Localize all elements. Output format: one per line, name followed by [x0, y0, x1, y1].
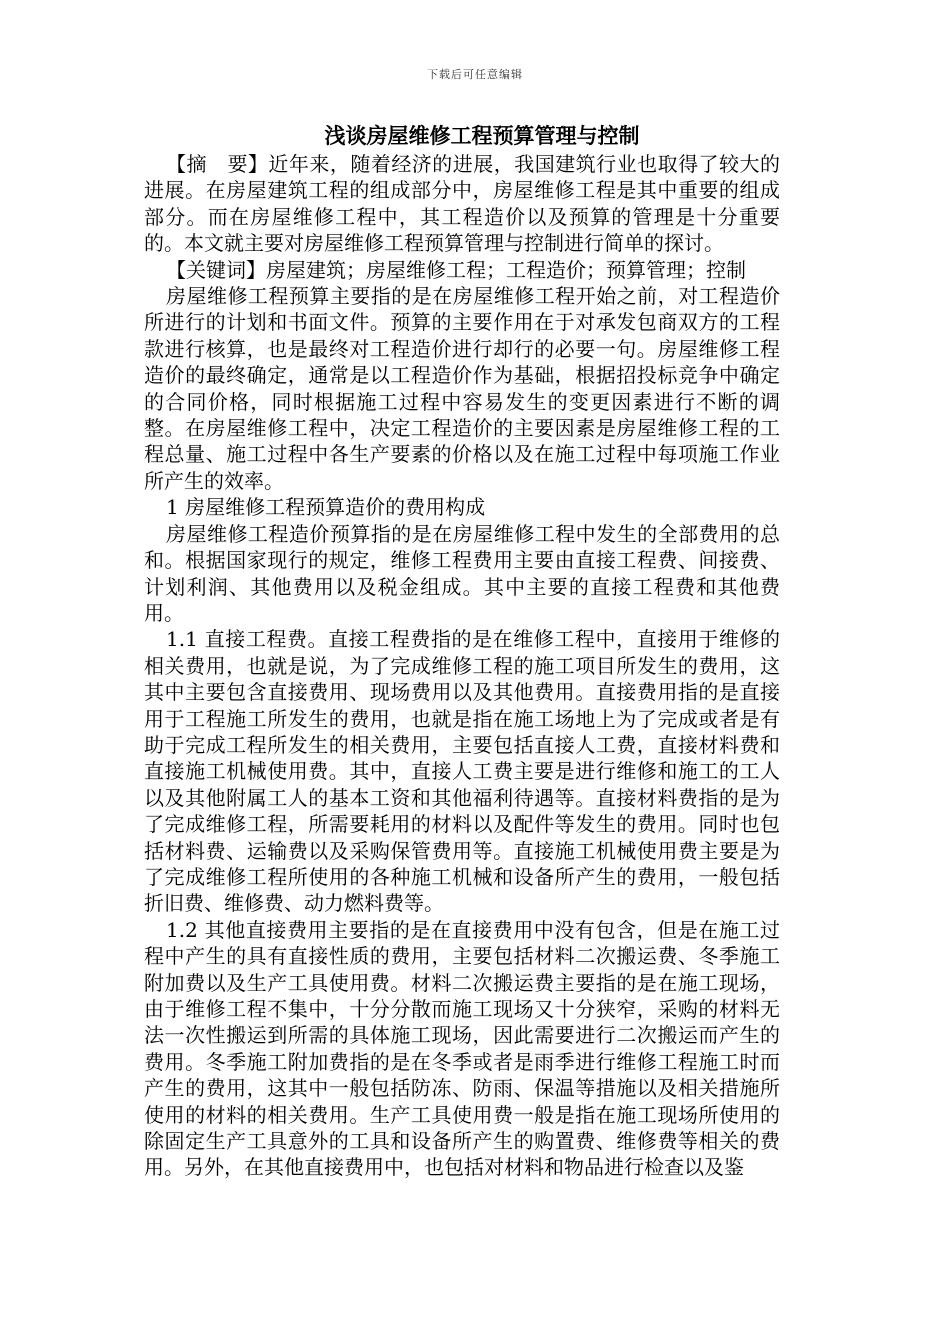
body-paragraph: 房屋维修工程预算主要指的是在房屋维修工程开始之前，对工程造价所进行的计划和书面文件。预算的主要作用在于对承发包商双方的工程款进行核算，也是最终对工程造价进行却行的必要一句。房屋维修工程造价的最终确定，通常是以工程造价作为基础，根据招投标竞争中确定的合同价格，同时根据施工过程中容易发生的变更因素进行不断的调整。在房屋维修工程中，决定工程造价的主要因素是房屋维修工程的工程总量、施工过程中各生产要素的价格以及在施工过程中每项施工作业所产生的效率。 — [144, 284, 780, 493]
abstract-text: 近年来，随着经济的进展，我国建筑行业也取得了较大的进展。在房屋建筑工程的组成部分中，房屋维修工程是其中重要的组成部分。而在房屋维修工程中，其工程造价以及预算的管理是十分重要的。本文就主要对房屋维修工程预算管理与控制进行简单的探讨。 — [144, 152, 781, 256]
body-paragraph: 1.1 直接工程费。直接工程费指的是在维修工程中，直接用于维修的相关费用，也就是说，为了完成维修工程的施工项目所发生的费用，这其中主要包含直接费用、现场费用以及其他费用。直接费用指的是直接用于工程施工所发生的费用，也就是指在施工场地上为了完成或者是有助于完成工程所发生的相关费用，主要包括直接人工费，直接材料费和直接施工机械使用费。其中，直接人工费主要是进行维修和施工的工人以及其他附属工人的基本工资和其他福利待遇等。直接材料费指的是为了完成维修工程，所需要耗用的材料以及配件等发生的费用。同时也包括材料费、运输费以及采购保管费用等。直接施工机械使用费主要是为了完成维修工程所使用的各种施工机械和设备所产生的费用，一般包括折旧费、维修费、动力燃料费等。 — [144, 627, 780, 916]
section-heading: 1 房屋维修工程预算造价的费用构成 — [166, 495, 486, 520]
body-paragraph: 1.2 其他直接费用主要指的是在直接费用中没有包含，但是在施工过程中产生的具有直接性质的费用，主要包括材料二次搬运费、冬季施工附加费以及生产工具使用费。材料二次搬运费主要指的是在施工现场，由于维修工程不集中，十分分散而施工现场又十分狭窄，采购的材料无法一次性搬运到所需的具体施工现场，因此需要进行二次搬运而产生的费用。冬季施工附加费指的是在冬季或者是雨季进行维修工程施工时而产生的费用，这其中一般包括防冻、防雨、保温等措施以及相关措施所使用的材料的相关费用。生产工具使用费一般是指在施工现场所使用的除固定生产工具意外的工具和设备所产生的购置费、维修费等相关的费用。另外，在其他直接费用中，也包括对材料和物品进行检查以及鉴 — [144, 917, 780, 1180]
body-paragraph: 房屋维修工程造价预算指的是在房屋维修工程中发生的全部费用的总和。根据国家现行的规定，维修工程费用主要由直接工程费、间接费、计划利润、其他费用以及税金组成。其中主要的直接工程费和其他费用。 — [144, 521, 780, 625]
keywords-label: 【关键词】 — [166, 257, 266, 282]
page-header-note: 下载后可任意编辑 — [427, 68, 523, 81]
document-body — [144, 121, 780, 1181]
abstract-label: 【摘 要】 — [166, 152, 269, 176]
keywords-text: 房屋建筑；房屋维修工程；工程造价；预算管理；控制 — [266, 257, 746, 282]
abstract-paragraph — [144, 151, 780, 257]
keywords-paragraph — [144, 257, 780, 283]
document-title: 浅谈房屋维修工程预算管理与控制 — [324, 123, 640, 148]
